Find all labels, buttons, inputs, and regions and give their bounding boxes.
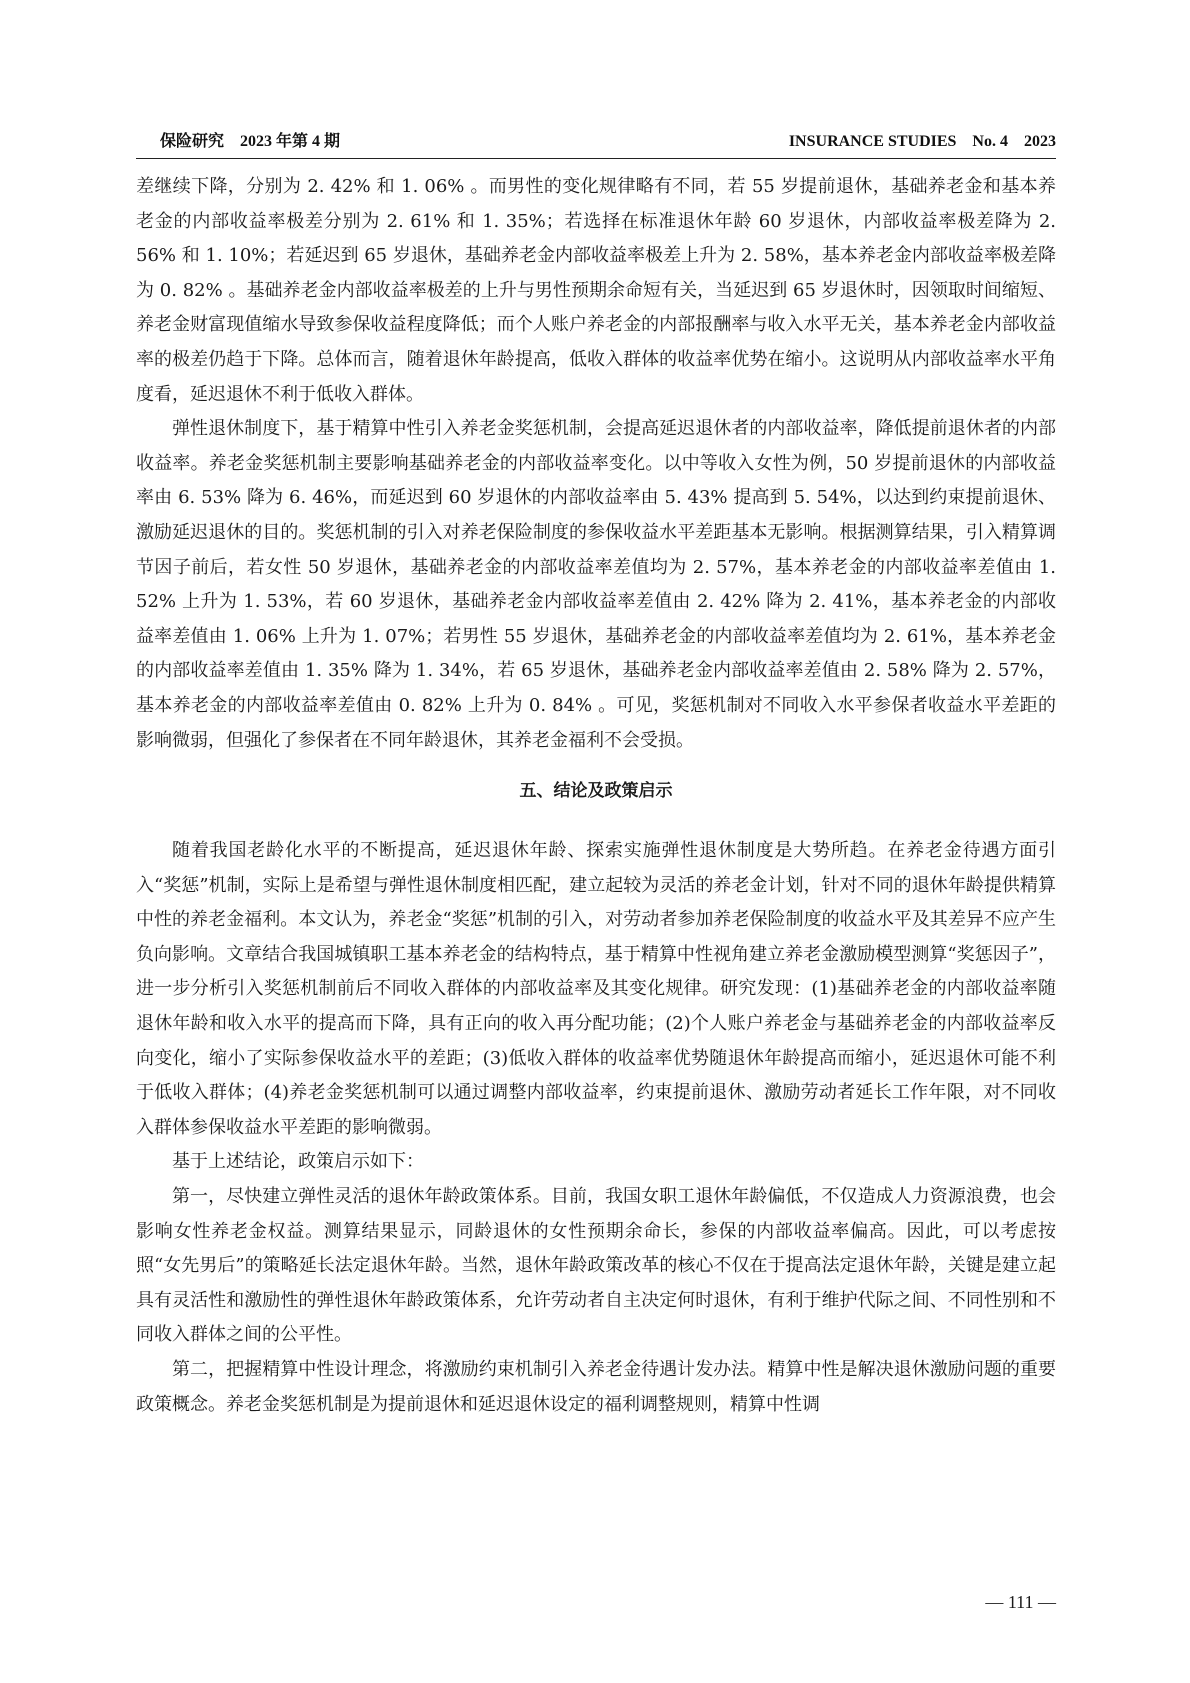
journal-issue-cn: 保险研究 2023 年第 4 期: [160, 133, 341, 150]
paragraph: 弹性退休制度下，基于精算中性引入养老金奖惩机制，会提高延迟退休者的内部收益率，降低提前退休者的内部收益率。养老金奖惩机制主要影响基础养老金的内部收益率变化。以中等收入女性为例，50 岁提前退休的内部收益率由 6. 53% 降为 6. 46%，而延迟到 60 岁退休的内部收益率由 5. 43% 提高到 5. 54%，以达到约束提前退休、激励延迟退休的目的。奖惩机制的引入对养老保险制度的参保收益水平差距基本无影响。根据测算结果，引入精算调节因子前后，若女性 50 岁退休，基础养老金的内部收益率差值均为 2. 57%，基本养老金的内部收益率差值由 1. 52% 上升为 1. 53%，若 60 岁退休，基础养老金内部收益率差值由 2. 42% 降为 2. 41%，基本养老金的内部收益率差值由 1. 06% 上升为 1. 07%；若男性 55 岁退休，基础养老金的内部收益率差值均为 2. 61%，基本养老金的内部收益率差值由 1. 35% 降为 1. 34%，若 65 岁退休，基础养老金内部收益率差值由 2. 58% 降为 2. 57%，基本养老金的内部收益率差值由 0. 82% 上升为 0. 84% 。可见，奖惩机制对不同收入水平参保者收益水平差距的影响微弱，但强化了参保者在不同年龄退休，其养老金福利不会受损。: [136, 418, 1056, 751]
running-header: [136, 128, 1056, 154]
paragraph: 第一，尽快建立弹性灵活的退休年龄政策体系。目前，我国女职工退休年龄偏低，不仅造成人力资源浪费，也会影响女性养老金权益。测算结果显示，同龄退休的女性预期余命长，参保的内部收益率偏高。因此，可以考虑按照“女先男后”的策略延长法定退休年龄。当然，退休年龄政策改革的核心不仅在于提高法定退休年龄，关键是建立起具有灵活性和激励性的弹性退休年龄政策体系，允许劳动者自主决定何时退休，有利于维护代际之间、不同性别和不同收入群体之间的公平性。: [136, 1186, 1056, 1346]
paragraph: 第二，把握精算中性设计理念，将激励约束机制引入养老金待遇计发办法。精算中性是解决退休激励问题的重要政策概念。养老金奖惩机制是为提前退休和延迟退休设定的福利调整规则，精算中性调: [136, 1359, 1056, 1415]
paragraph: 差继续下降，分别为 2. 42% 和 1. 06% 。而男性的变化规律略有不同，若 55 岁提前退休，基础养老金和基本养老金的内部收益率极差分别为 2. 61% 和 1. 35%；若选择在标准退休年龄 60 岁退休，内部收益率极差降为 2. 56% 和 1. 10%；若延迟到 65 岁退休，基础养老金内部收益率极差上升为 2. 58%，基本养老金内部收益率极差降为 0. 82% 。基础养老金内部收益率极差的上升与男性预期余命短有关，当延迟到 65 岁退休时，因领取时间缩短、养老金财富现值缩水导致参保收益程度降低；而个人账户养老金的内部报酬率与收入水平无关，基本养老金内部收益率的极差仍趋于下降。总体而言，随着退休年龄提高，低收入群体的收益率优势在缩小。这说明从内部收益率水平角度看，延迟退休不利于低收入群体。: [136, 176, 1056, 405]
page-number: — 111 —: [985, 1592, 1056, 1612]
section-heading: 五、结论及政策启示: [519, 781, 673, 802]
journal-issue-en: INSURANCE STUDIES No. 4 2023: [788, 133, 1056, 150]
article-body: [136, 170, 1056, 1422]
paragraph: 基于上述结论，政策启示如下：: [172, 1151, 424, 1173]
header-rule: [136, 158, 1056, 159]
paragraph: 随着我国老龄化水平的不断提高，延迟退休年龄、探索实施弹性退休制度是大势所趋。在养老金待遇方面引入“奖惩”机制，实际上是希望与弹性退休制度相匹配，建立起较为灵活的养老金计划，针对不同的退休年龄提供精算中性的养老金福利。本文认为，养老金“奖惩”机制的引入，对劳动者参加养老保险制度的收益水平及其差异不应产生负向影响。文章结合我国城镇职工基本养老金的结构特点，基于精算中性视角建立养老金激励模型测算“奖惩因子”，进一步分析引入奖惩机制前后不同收入群体的内部收益率及其变化规律。研究发现：(1)基础养老金的内部收益率随退休年龄和收入水平的提高而下降，具有正向的收入再分配功能；(2)个人账户养老金与基础养老金的内部收益率反向变化，缩小了实际参保收益水平的差距；(3)低收入群体的收益率优势随退休年龄提高而缩小，延迟退休可能不利于低收入群体；(4)养老金奖惩机制可以通过调整内部收益率，约束提前退休、激励劳动者延长工作年限，对不同收入群体参保收益水平差距的影响微弱。: [136, 840, 1056, 1138]
